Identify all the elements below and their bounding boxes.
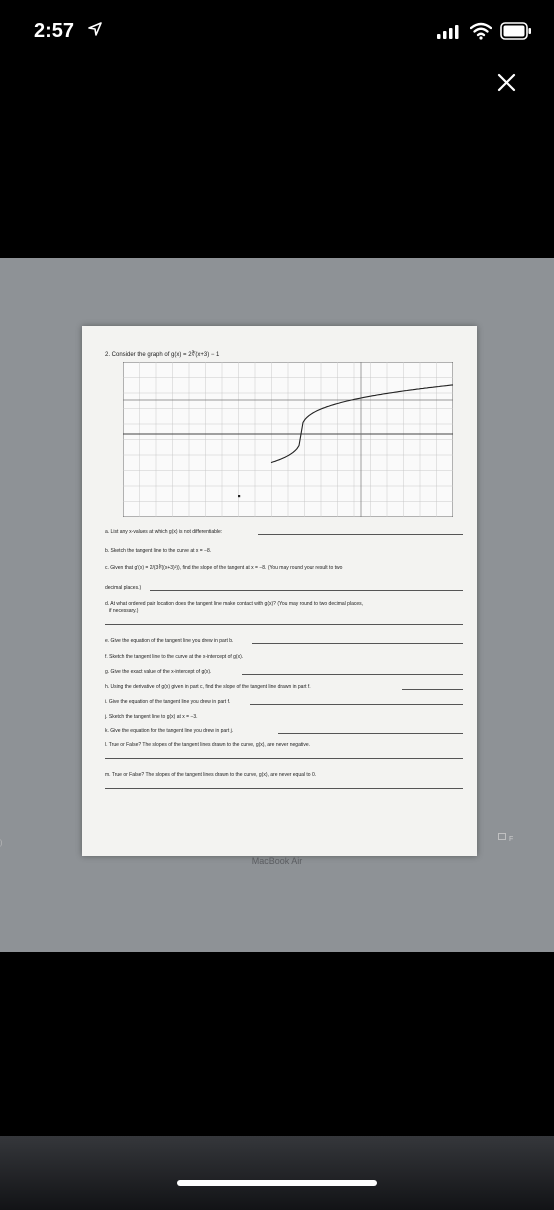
item-m: m. True or False? The slopes of the tangent lines drawn to the curve, g(x), are never equal to 0. <box>105 772 317 778</box>
item-l: l. True or False? The slopes of the tangent lines drawn to the curve, g(x), are never negative. <box>105 742 311 748</box>
right-tab-label: F <box>508 836 514 843</box>
item-b: b. Sketch the tangent line to the curve at x = −8. <box>105 548 212 554</box>
window-icon <box>498 833 507 841</box>
item-e: e. Give the equation of the tangent line you drew in part b. <box>105 638 234 644</box>
item-j: j. Sketch the tangent line to g(x) at x = −3. <box>105 714 198 720</box>
left-edge-mark: ) <box>0 840 3 847</box>
home-indicator[interactable] <box>177 1180 377 1186</box>
function-graph <box>123 362 453 517</box>
item-a: a. List any x-values at which g(x) is not differentiable: <box>105 529 223 535</box>
right-tab-mark <box>498 833 513 843</box>
cellular-signal-icon <box>437 25 459 39</box>
status-bar <box>0 0 554 64</box>
item-d-line2: if necessary.) <box>109 608 139 614</box>
wifi-icon <box>470 22 492 40</box>
laptop-brand-label: MacBook Air <box>251 856 303 866</box>
laptop-edge <box>0 1136 554 1210</box>
status-time: 2:57 <box>34 20 75 42</box>
item-k: k. Give the equation for the tangent line you drew in part j. <box>105 728 234 734</box>
battery-icon <box>500 22 532 40</box>
item-d-line1: d. At what ordered pair location does the tangent line make contact with g(x)? (You may round to two decimal places, <box>105 601 364 607</box>
location-arrow-icon <box>88 22 102 36</box>
item-c-line1: c. Given that g′(x) = 2/(3∛((x+3)²)), find the slope of the tangent at x = −8. (You may round your result to two <box>105 565 343 571</box>
item-i: i. Give the equation of the tangent line you drew in part f. <box>105 699 231 705</box>
item-f: f. Sketch the tangent line to the curve at the x-intercept of g(x). <box>105 654 244 660</box>
worksheet-paper <box>82 326 477 856</box>
item-g: g. Give the exact value of the x-intercept of g(x). <box>105 669 212 675</box>
question-title: 2. Consider the graph of g(x) = 2∛(x+3) − 1 <box>105 352 220 358</box>
item-h: h. Using the derivative of g(x) given in part c, find the slope of the tangent line drawn in part f. <box>105 684 311 690</box>
item-c-line2: decimal places.) <box>105 585 142 591</box>
close-icon[interactable] <box>490 68 524 98</box>
